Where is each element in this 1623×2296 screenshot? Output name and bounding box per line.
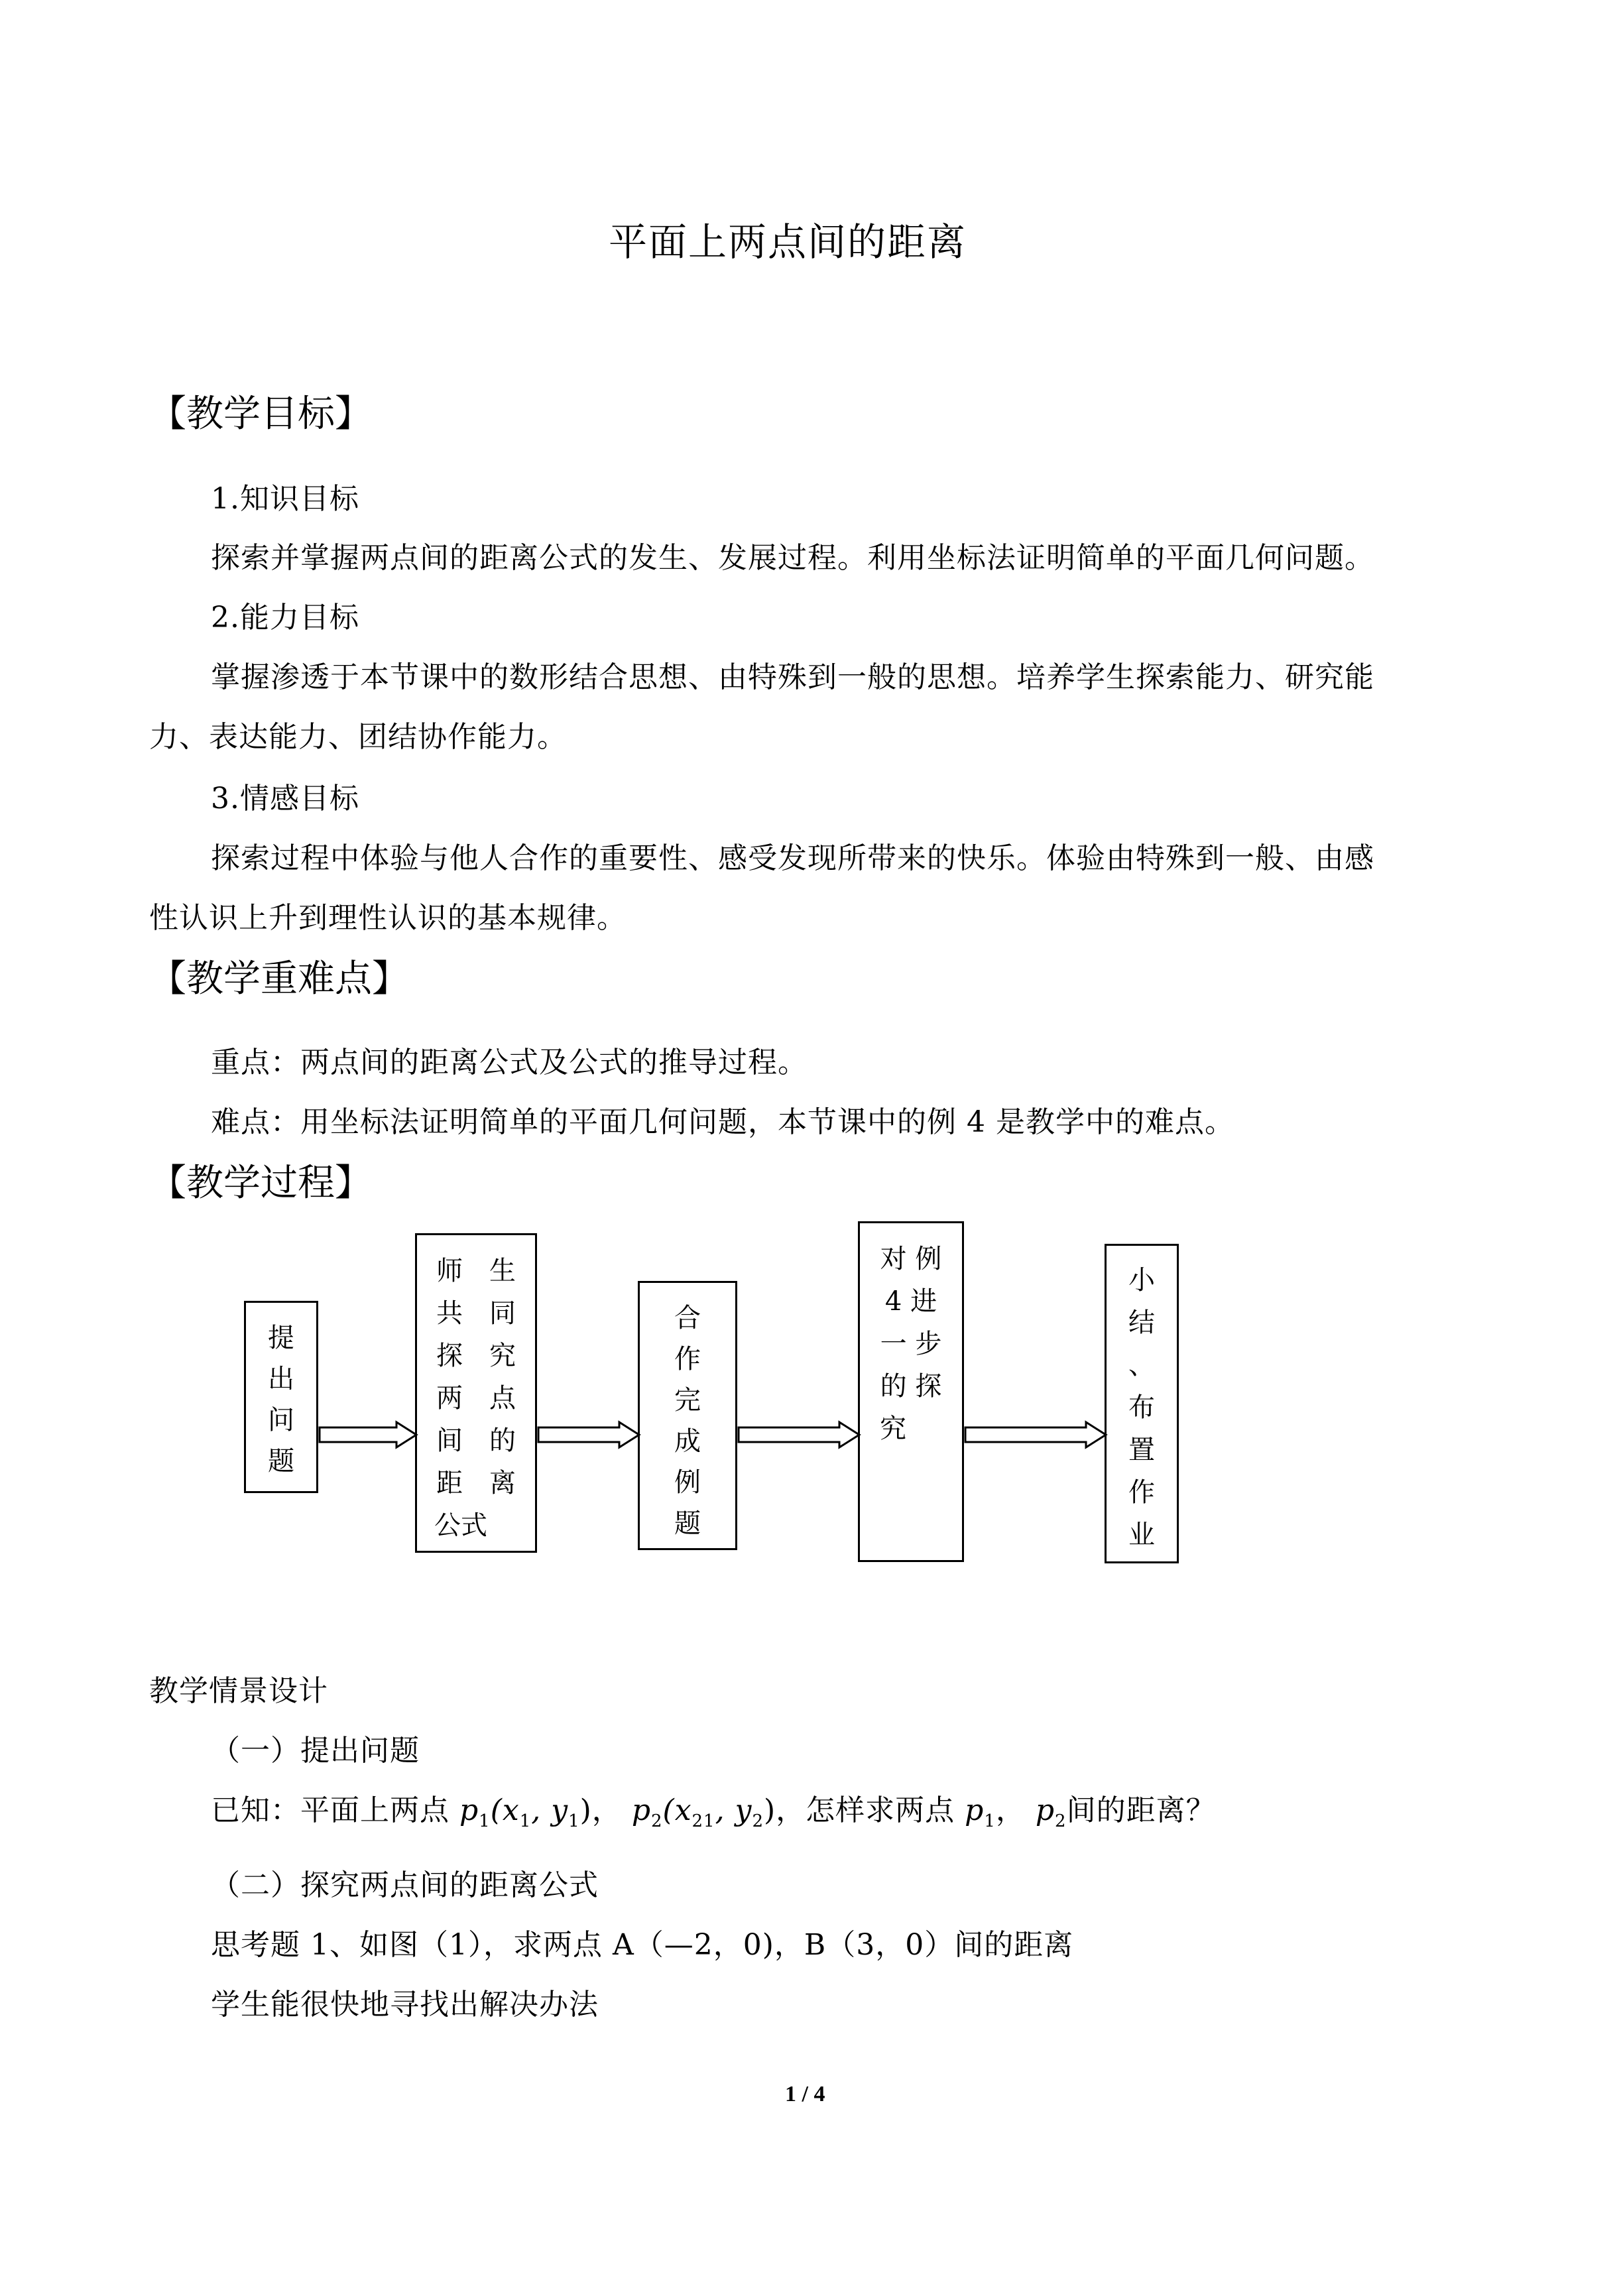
part1-title: （一）提出问题 [211, 1734, 420, 1768]
q-p2: p [1035, 1793, 1055, 1827]
goal2-text-line2: 力、表达能力、团结协作能力。 [149, 720, 567, 754]
flow-box-char: 问 [268, 1405, 294, 1435]
flow-box-row: 4 进 [884, 1286, 937, 1317]
flow-box-row: 共 同 [436, 1298, 516, 1329]
flow-box-char: 置 [1128, 1435, 1155, 1465]
key-heading: 【教学重难点】 [149, 957, 409, 1000]
flow-box-char: 完 [674, 1385, 701, 1416]
y1-sub: 1 [568, 1811, 580, 1831]
x1-sub: 1 [519, 1811, 532, 1831]
q-p1-sub: 1 [984, 1811, 996, 1831]
p1-sub: 1 [479, 1811, 491, 1831]
question-line [211, 1786, 1216, 1831]
flow-box-char: 例 [674, 1467, 701, 1498]
flow-box-char: 合 [674, 1303, 701, 1333]
flow-arrow-2 [538, 1422, 639, 1447]
y2-sub: 2 [752, 1811, 764, 1831]
flow-box-row: 探 究 [436, 1341, 516, 1371]
part2-title: （二）探究两点间的距离公式 [211, 1868, 599, 1902]
flow-arrow-4 [965, 1422, 1106, 1447]
flow-box-row: 间 的 [436, 1425, 516, 1456]
page-title: 平面上两点间的距离 [609, 219, 967, 265]
flow-box-char: 小 [1128, 1265, 1155, 1296]
flow-box-row: 一 步 [880, 1329, 942, 1359]
flow-box-char: 结 [1128, 1307, 1155, 1338]
think-question-1: 思考题 1、如图（1），求两点 A（—2，0)，B（3，0）间的距离 [211, 1928, 1074, 1962]
flow-box-char: 、 [1128, 1350, 1155, 1380]
q-p2-sub: 2 [1055, 1811, 1067, 1831]
p2-sub: 2 [650, 1811, 663, 1831]
flow-arrow-1 [320, 1422, 416, 1447]
goal3-text-line2: 性认识上升到理性认识的基本规律。 [149, 901, 627, 935]
p1-close: )， [579, 1793, 622, 1827]
p1-y: , y [531, 1793, 569, 1827]
p2-y: , y [715, 1793, 752, 1827]
question-prefix: 已知：平面上两点 [211, 1793, 459, 1827]
p2-args: (x [662, 1793, 692, 1827]
flow-box-char: 作 [674, 1344, 701, 1374]
flow-box-row: 两 点 [436, 1383, 516, 1414]
flow-box-row: 对 例 [880, 1244, 942, 1274]
q-sep: ， [995, 1793, 1026, 1827]
question-suffix: 间的距离？ [1066, 1793, 1216, 1827]
difficult-point: 难点：用坐标法证明简单的平面几何问题，本节课中的例 4 是教学中的难点。 [211, 1105, 1234, 1139]
p1-args: (x [490, 1793, 520, 1827]
goal2-title: 2.能力目标 [211, 601, 359, 634]
flow-box-row: 的 探 [880, 1371, 942, 1402]
goal1-title: 1.知识目标 [211, 482, 359, 516]
flow-box-char: 出 [268, 1364, 294, 1394]
page-number: 1 / 4 [785, 2082, 825, 2106]
flow-box-char: 成 [674, 1426, 701, 1457]
flow-box-char: 题 [268, 1446, 294, 1477]
key-point: 重点：两点间的距离公式及公式的推导过程。 [211, 1046, 808, 1079]
scenario-heading: 教学情景设计 [149, 1674, 328, 1708]
flow-box-row: 公式 [434, 1510, 487, 1541]
goal3-text-line1: 探索过程中体验与他人合作的重要性、感受发现所带来的快乐。体验由特殊到一般、由感 [211, 841, 1374, 875]
point-p2: p [631, 1793, 651, 1827]
point-p1: p [459, 1793, 479, 1827]
flow-arrow-3 [739, 1422, 859, 1447]
p2-close: )，怎样求两点 [764, 1793, 965, 1827]
x2-sub: 21 [691, 1811, 715, 1831]
goal2-text-line1: 掌握渗透于本节课中的数形结合思想、由特殊到一般的思想。培养学生探索能力、研究能 [211, 660, 1374, 694]
flow-box-char: 题 [674, 1508, 701, 1539]
student-note: 学生能很快地寻找出解决办法 [211, 1988, 599, 2022]
flow-box-char: 业 [1128, 1520, 1155, 1550]
flow-box-char: 布 [1128, 1392, 1155, 1423]
goals-heading: 【教学目标】 [149, 393, 372, 436]
flow-box-char: 提 [268, 1323, 294, 1353]
flow-box-row: 究 [880, 1414, 906, 1444]
q-p1: p [965, 1793, 985, 1827]
flow-box-row: 师 生 [436, 1256, 516, 1286]
goal1-text: 探索并掌握两点间的距离公式的发生、发展过程。利用坐标法证明简单的平面几何问题。 [211, 541, 1374, 575]
flow-box-row: 距 离 [436, 1468, 516, 1498]
flow-box-char: 作 [1128, 1477, 1155, 1508]
process-heading: 【教学过程】 [149, 1162, 372, 1205]
goal3-title: 3.情感目标 [211, 782, 359, 816]
